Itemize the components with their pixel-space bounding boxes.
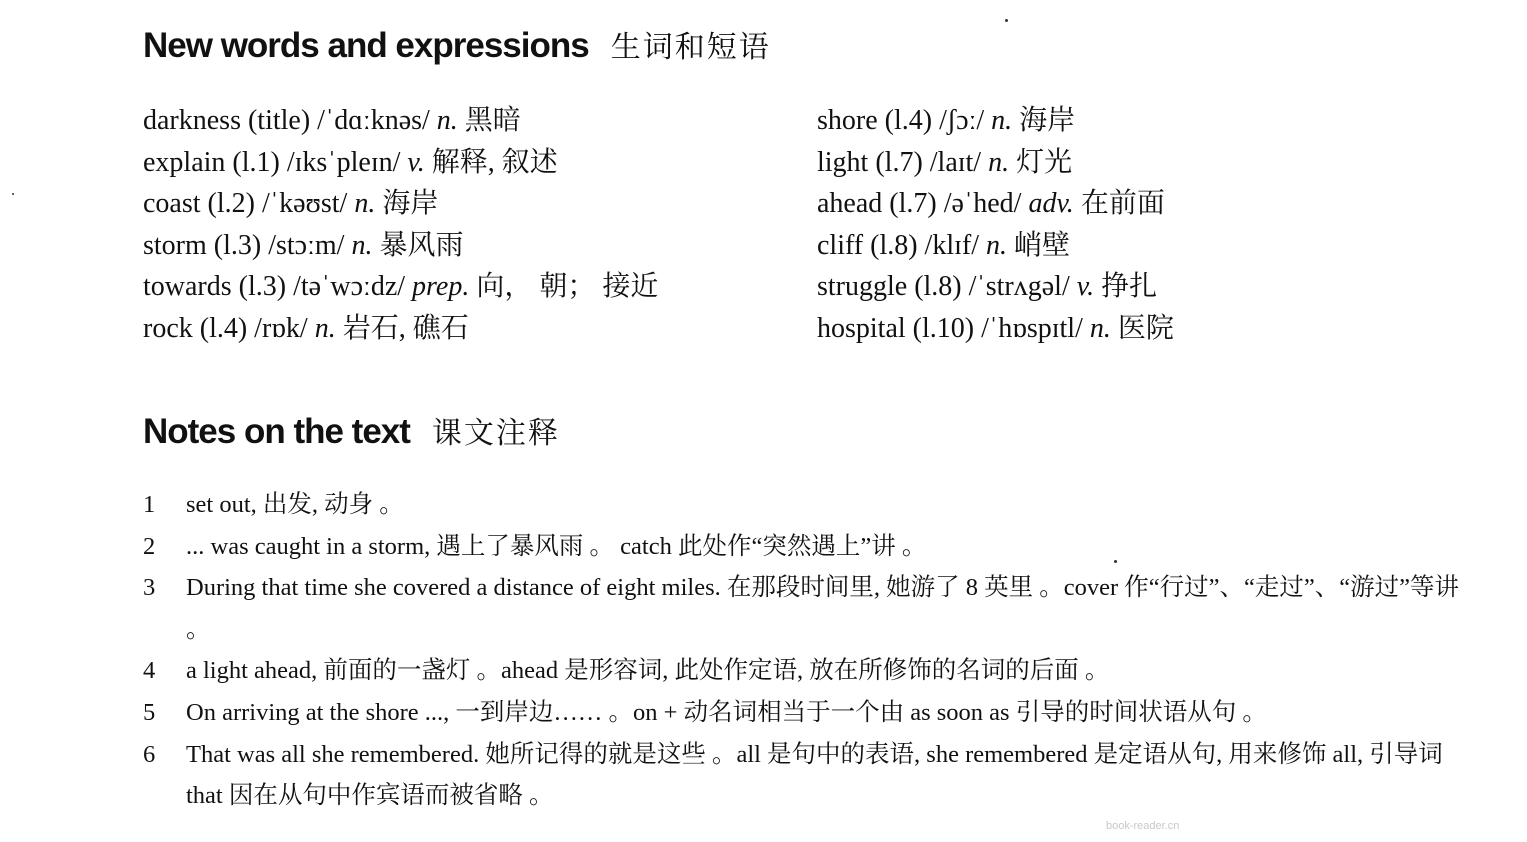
note-number: 6 xyxy=(143,740,156,768)
note-item xyxy=(143,650,1473,692)
vocab-headword: hospital (l.10) /ˈhɒspɪtl/ xyxy=(817,312,1090,344)
vocab-part-of-speech: n. xyxy=(351,229,373,261)
vocab-meaning: 暴风雨 xyxy=(372,229,464,261)
vocab-headword: rock (l.4) /rɒk/ xyxy=(143,312,315,344)
note-number: 3 xyxy=(143,574,156,602)
vocab-headword: darkness (title) /ˈdɑːknəs/ xyxy=(143,105,437,136)
vocab-meaning: 海岸 xyxy=(1012,105,1076,136)
vocab-entry xyxy=(143,183,658,225)
vocab-entry xyxy=(143,266,658,308)
vocab-meaning: 向， 朝； 接近 xyxy=(469,271,659,303)
vocab-part-of-speech: n. xyxy=(314,312,336,344)
vocab-entry xyxy=(817,183,1174,225)
vocab-part-of-speech: n. xyxy=(991,105,1013,136)
note-item xyxy=(143,692,1473,734)
notes-heading-english: Notes on the text xyxy=(143,412,410,451)
vocab-part-of-speech: n. xyxy=(1089,312,1111,344)
vocab-part-of-speech: n. xyxy=(354,188,376,220)
vocab-meaning: 解释, 叙述 xyxy=(424,146,558,178)
vocab-entry xyxy=(817,100,1174,142)
note-text: On arriving at the shore ..., 一到岸边…… 。on + 动名词相当于一个由 as soon as 引导的时间状语从句 。 xyxy=(186,698,1267,726)
note-number: 5 xyxy=(143,698,156,726)
vocab-meaning: 海岸 xyxy=(375,188,439,220)
note-text: set out, 出发, 动身 。 xyxy=(186,491,404,518)
notes-list xyxy=(143,484,1473,817)
vocab-meaning: 峭壁 xyxy=(1007,229,1071,261)
vocab-heading-chinese: 生词和短语 xyxy=(610,30,771,65)
vocab-part-of-speech: n. xyxy=(986,229,1007,261)
note-text: That was all she remembered. 她所记得的就是这些 。all 是句中的表语, she remembered 是定语从句, 用来修饰 all, 引导词 that 因在从句中作宾语而被省略 。 xyxy=(186,740,1443,810)
note-text: ... was caught in a storm, 遇上了暴风雨 。 catch 此处作“突然遇上”讲 。 xyxy=(186,532,927,560)
note-number: 4 xyxy=(143,657,156,685)
note-text: a light ahead, 前面的一盏灯 。ahead 是形容词, 此处作定语, 放在所修饰的名词的后面 。 xyxy=(186,657,1110,685)
vocab-headword: shore (l.4) /ʃɔː/ xyxy=(817,105,992,136)
note-item xyxy=(143,567,1473,650)
vocab-headword: towards (l.3) /təˈwɔːdz/ xyxy=(143,271,413,303)
note-number: 1 xyxy=(143,491,156,518)
vocab-meaning: 挣扎 xyxy=(1094,271,1158,303)
vocab-meaning: 灯光 xyxy=(1009,146,1073,178)
scan-speck xyxy=(12,193,14,195)
note-number: 2 xyxy=(143,532,156,560)
vocab-entry xyxy=(143,225,658,267)
vocab-part-of-speech: v. xyxy=(407,146,425,178)
vocab-entry xyxy=(817,308,1174,350)
vocab-list-right xyxy=(817,100,1174,350)
notes-heading-chinese: 课文注释 xyxy=(431,416,560,451)
note-item xyxy=(143,526,1473,568)
vocab-meaning: 黑暗 xyxy=(457,105,521,136)
vocab-part-of-speech: n. xyxy=(988,146,1010,178)
vocab-meaning: 在前面 xyxy=(1073,188,1165,220)
vocab-part-of-speech: adv. xyxy=(1028,188,1074,220)
vocab-entry xyxy=(143,100,658,142)
vocab-list-left xyxy=(143,100,658,350)
scan-speck xyxy=(1114,560,1117,563)
vocab-headword: coast (l.2) /ˈkəʊst/ xyxy=(143,188,355,220)
vocab-headword: cliff (l.8) /klɪf/ xyxy=(817,229,986,261)
vocab-meaning: 岩石, 礁石 xyxy=(335,312,469,344)
vocab-part-of-speech: prep. xyxy=(412,271,470,303)
vocab-heading xyxy=(143,22,771,66)
vocab-meaning: 医院 xyxy=(1110,312,1174,344)
vocab-headword: storm (l.3) /stɔːm/ xyxy=(143,229,352,261)
vocab-entry xyxy=(817,266,1174,308)
vocab-headword: light (l.7) /laɪt/ xyxy=(817,146,989,178)
vocab-entry xyxy=(143,308,658,350)
vocab-entry xyxy=(143,142,658,184)
note-text: During that time she covered a distance of eight miles. 在那段时间里, 她游了 8 英里 。cover 作“行过”、“走过”、“游过”等讲 。 xyxy=(186,574,1460,643)
note-item xyxy=(143,734,1473,817)
watermark: book-reader.cn xyxy=(1106,820,1180,832)
vocab-headword: ahead (l.7) /əˈhed/ xyxy=(817,188,1029,220)
vocab-headword: explain (l.1) /ɪksˈpleɪn/ xyxy=(143,146,408,178)
vocab-headword: struggle (l.8) /ˈstrʌgəl/ xyxy=(817,271,1077,303)
scan-speck xyxy=(1005,19,1008,22)
vocab-part-of-speech: v. xyxy=(1076,271,1095,303)
vocab-part-of-speech: n. xyxy=(436,105,458,136)
vocab-entry xyxy=(817,225,1174,267)
vocab-heading-english: New words and expressions xyxy=(143,26,589,65)
note-item xyxy=(143,484,1473,526)
notes-heading xyxy=(143,408,560,452)
vocab-entry xyxy=(817,142,1174,184)
